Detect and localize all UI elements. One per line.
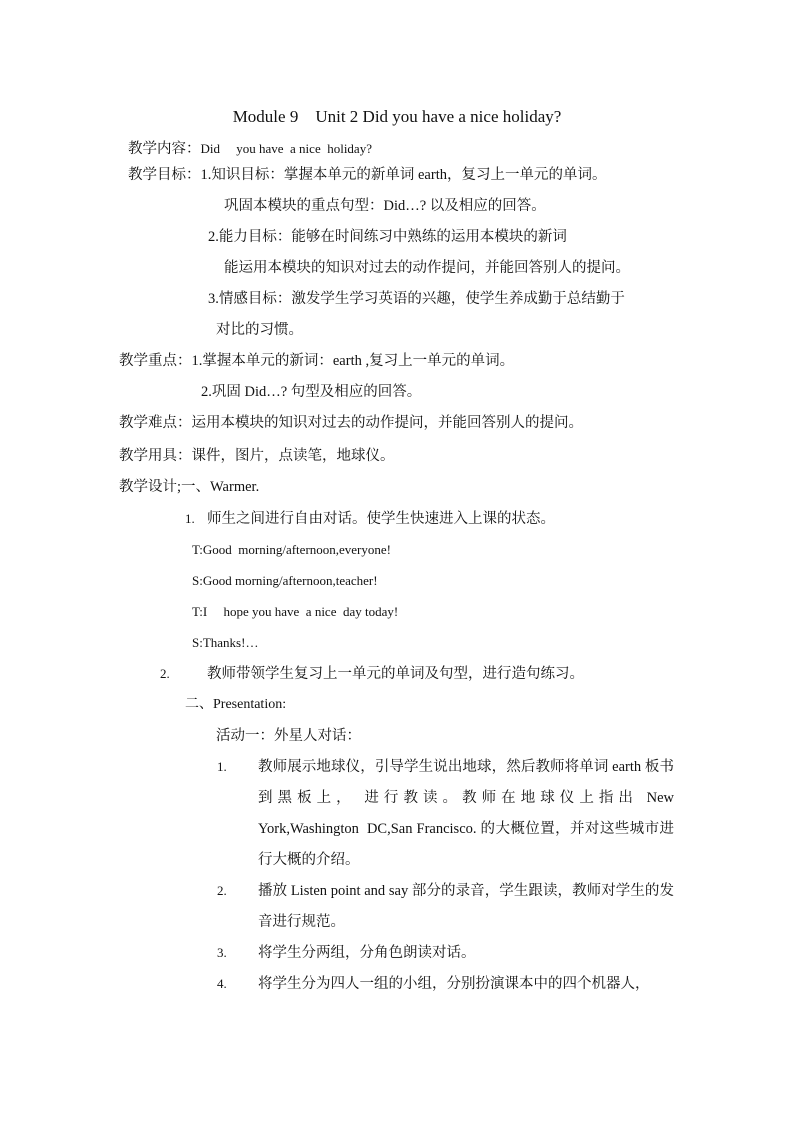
dialogue-line-2: S:Good morning/afternoon,teacher!	[192, 573, 378, 588]
difficulties-label: 教学难点：	[119, 415, 192, 431]
warmer-step-2-number: 2.	[160, 666, 170, 681]
activity-1-step-2-text: 播放 Listen point and say 部分的录音，学生跟读，教师对学生的发音进行规范。	[258, 883, 674, 930]
warmer-step-1-text: 师生之间进行自由对话。使学生快速进入上课的状态。	[207, 511, 555, 527]
key-points-row	[119, 351, 514, 372]
dialogue-line-4: S:Thanks!…	[192, 635, 259, 650]
warmer-step-1-number: 1.	[185, 511, 195, 526]
objectives-label: 教学目标：	[128, 167, 201, 183]
warmer-heading: 一、Warmer.	[181, 479, 260, 495]
design-row	[119, 477, 259, 498]
design-label: 教学设计;	[119, 479, 182, 495]
objective-ability: 2.能力目标：能够在时间练习中熟练的运用本模块的新词	[208, 229, 567, 245]
content-label: 教学内容：	[128, 141, 201, 157]
activity-1-step-4-number: 4.	[217, 976, 227, 991]
activity-1-step-1-text: 教师展示地球仪，引导学生说出地球，然后教师将单词 earth 板书到黑板上， 进行教读。教师在地球仪上指出 New York,Washington DC,San Francisco. 的大概位置，并对这些城市进行大概的介绍。	[258, 759, 674, 868]
presentation-heading: 二、Presentation:	[185, 697, 287, 712]
activity-1-step-3-number: 3.	[217, 945, 227, 960]
activity-1-step-3-text: 将学生分两组，分角色朗读对话。	[258, 945, 476, 961]
activity-1-step-4-text: 将学生分为四人一组的小组，分别扮演课本中的四个机器人，	[258, 976, 650, 992]
dialogue-line-1: T:Good morning/afternoon,everyone!	[192, 542, 391, 557]
tools-row	[119, 446, 395, 467]
tools-text: 课件，图片，点读笔，地球仪。	[191, 448, 395, 464]
activity-1-step-1-number: 1.	[217, 759, 227, 774]
warmer-step-2-text: 教师带领学生复习上一单元的单词及句型，进行造句练习。	[207, 666, 584, 682]
difficulties-row	[119, 413, 583, 434]
activity-1-heading: 活动一：外星人对话：	[216, 728, 361, 744]
difficulties-text: 运用本模块的知识对过去的动作提问，并能回答别人的提问。	[191, 415, 583, 431]
key-point-1: 1.掌握本单元的新词：earth ,复习上一单元的单词。	[191, 353, 515, 369]
objectives-row	[128, 165, 606, 186]
dialogue-line-3: T:I hope you have a nice day today!	[192, 604, 399, 619]
key-point-2: 2.巩固 Did…? 句型及相应的回答。	[201, 384, 422, 400]
content-text: Did you have a nice holiday?	[200, 141, 372, 156]
tools-label: 教学用具：	[119, 448, 192, 464]
content-row	[128, 139, 372, 160]
objective-emotion: 3.情感目标：激发学生学习英语的兴趣，使学生养成勤于总结勤于	[208, 291, 625, 307]
objective-knowledge-continued: 巩固本模块的重点句型：Did…? 以及相应的回答。	[224, 198, 546, 214]
objective-ability-continued: 能运用本模块的知识对过去的动作提问，并能回答别人的提问。	[224, 260, 630, 276]
activity-1-step-2-number: 2.	[217, 883, 227, 898]
objective-emotion-continued: 对比的习惯。	[216, 322, 303, 338]
document-title: Module 9 Unit 2 Did you have a nice holiday?	[232, 107, 562, 126]
objective-knowledge: 1.知识目标：掌握本单元的新单词 earth，复习上一单元的单词。	[200, 167, 607, 183]
key-points-label: 教学重点：	[119, 353, 192, 369]
